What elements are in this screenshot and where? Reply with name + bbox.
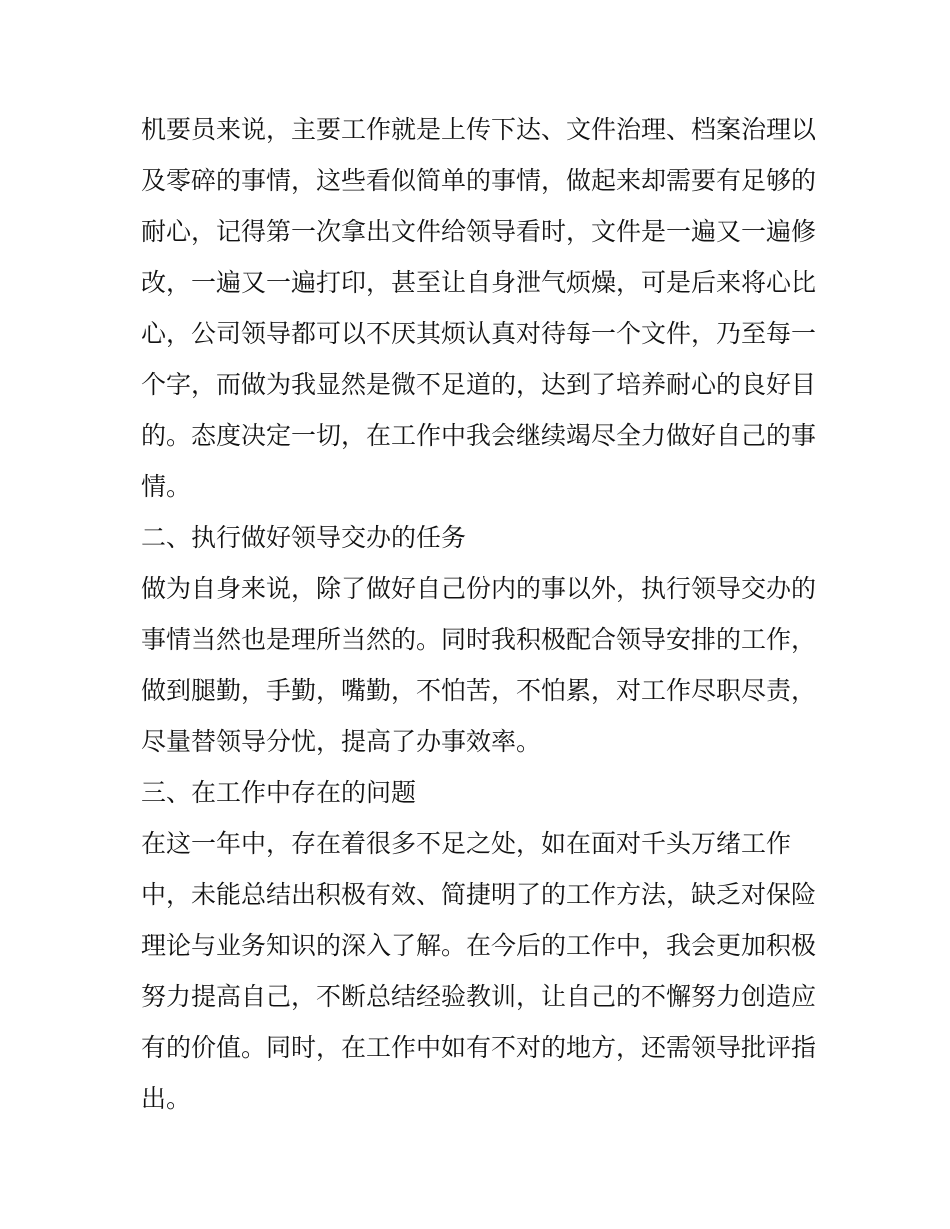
body-line: 尽量替领导分忧，提高了办事效率。 bbox=[141, 727, 542, 756]
body-line: 理论与业务知识的深入了解。在今后的工作中，我会更加积极 bbox=[141, 931, 817, 960]
body-line: 努力提高自己，不断总结经验教训，让自己的不懈努力创造应 bbox=[141, 982, 817, 1011]
body-line: 心，公司领导都可以不厌其烦认真对待每一个文件，乃至每一 bbox=[141, 319, 817, 348]
section-heading: 三、在工作中存在的问题 bbox=[141, 778, 417, 807]
body-line: 机要员来说，主要工作就是上传下达、文件治理、档案治理以 bbox=[141, 115, 817, 144]
document-body bbox=[141, 104, 817, 1124]
body-line: 事情当然也是理所当然的。同时我积极配合领导安排的工作， bbox=[141, 625, 817, 654]
body-line: 有的价值。同时，在工作中如有不对的地方，还需领导批评指 bbox=[141, 1033, 817, 1062]
section-heading: 二、执行做好领导交办的任务 bbox=[141, 523, 467, 552]
body-line: 在这一年中，存在着很多不足之处，如在面对千头万绪工作 bbox=[141, 829, 792, 858]
body-line: 情。 bbox=[141, 472, 192, 501]
body-line: 耐心，记得第一次拿出文件给领导看时，文件是一遍又一遍修 bbox=[141, 217, 817, 246]
body-line: 出。 bbox=[141, 1084, 192, 1113]
body-line: 的。态度决定一切，在工作中我会继续竭尽全力做好自己的事 bbox=[141, 421, 817, 450]
body-line: 做为自身来说，除了做好自己份内的事以外，执行领导交办的 bbox=[141, 574, 817, 603]
body-line: 中，未能总结出积极有效、简捷明了的工作方法，缺乏对保险 bbox=[141, 880, 817, 909]
body-line: 做到腿勤，手勤，嘴勤，不怕苦，不怕累，对工作尽职尽责， bbox=[141, 676, 817, 705]
body-line: 改，一遍又一遍打印，甚至让自身泄气烦燥，可是后来将心比 bbox=[141, 268, 817, 297]
body-line: 及零碎的事情，这些看似简单的事情，做起来却需要有足够的 bbox=[141, 166, 817, 195]
body-line: 个字，而做为我显然是微不足道的，达到了培养耐心的良好目 bbox=[141, 370, 817, 399]
